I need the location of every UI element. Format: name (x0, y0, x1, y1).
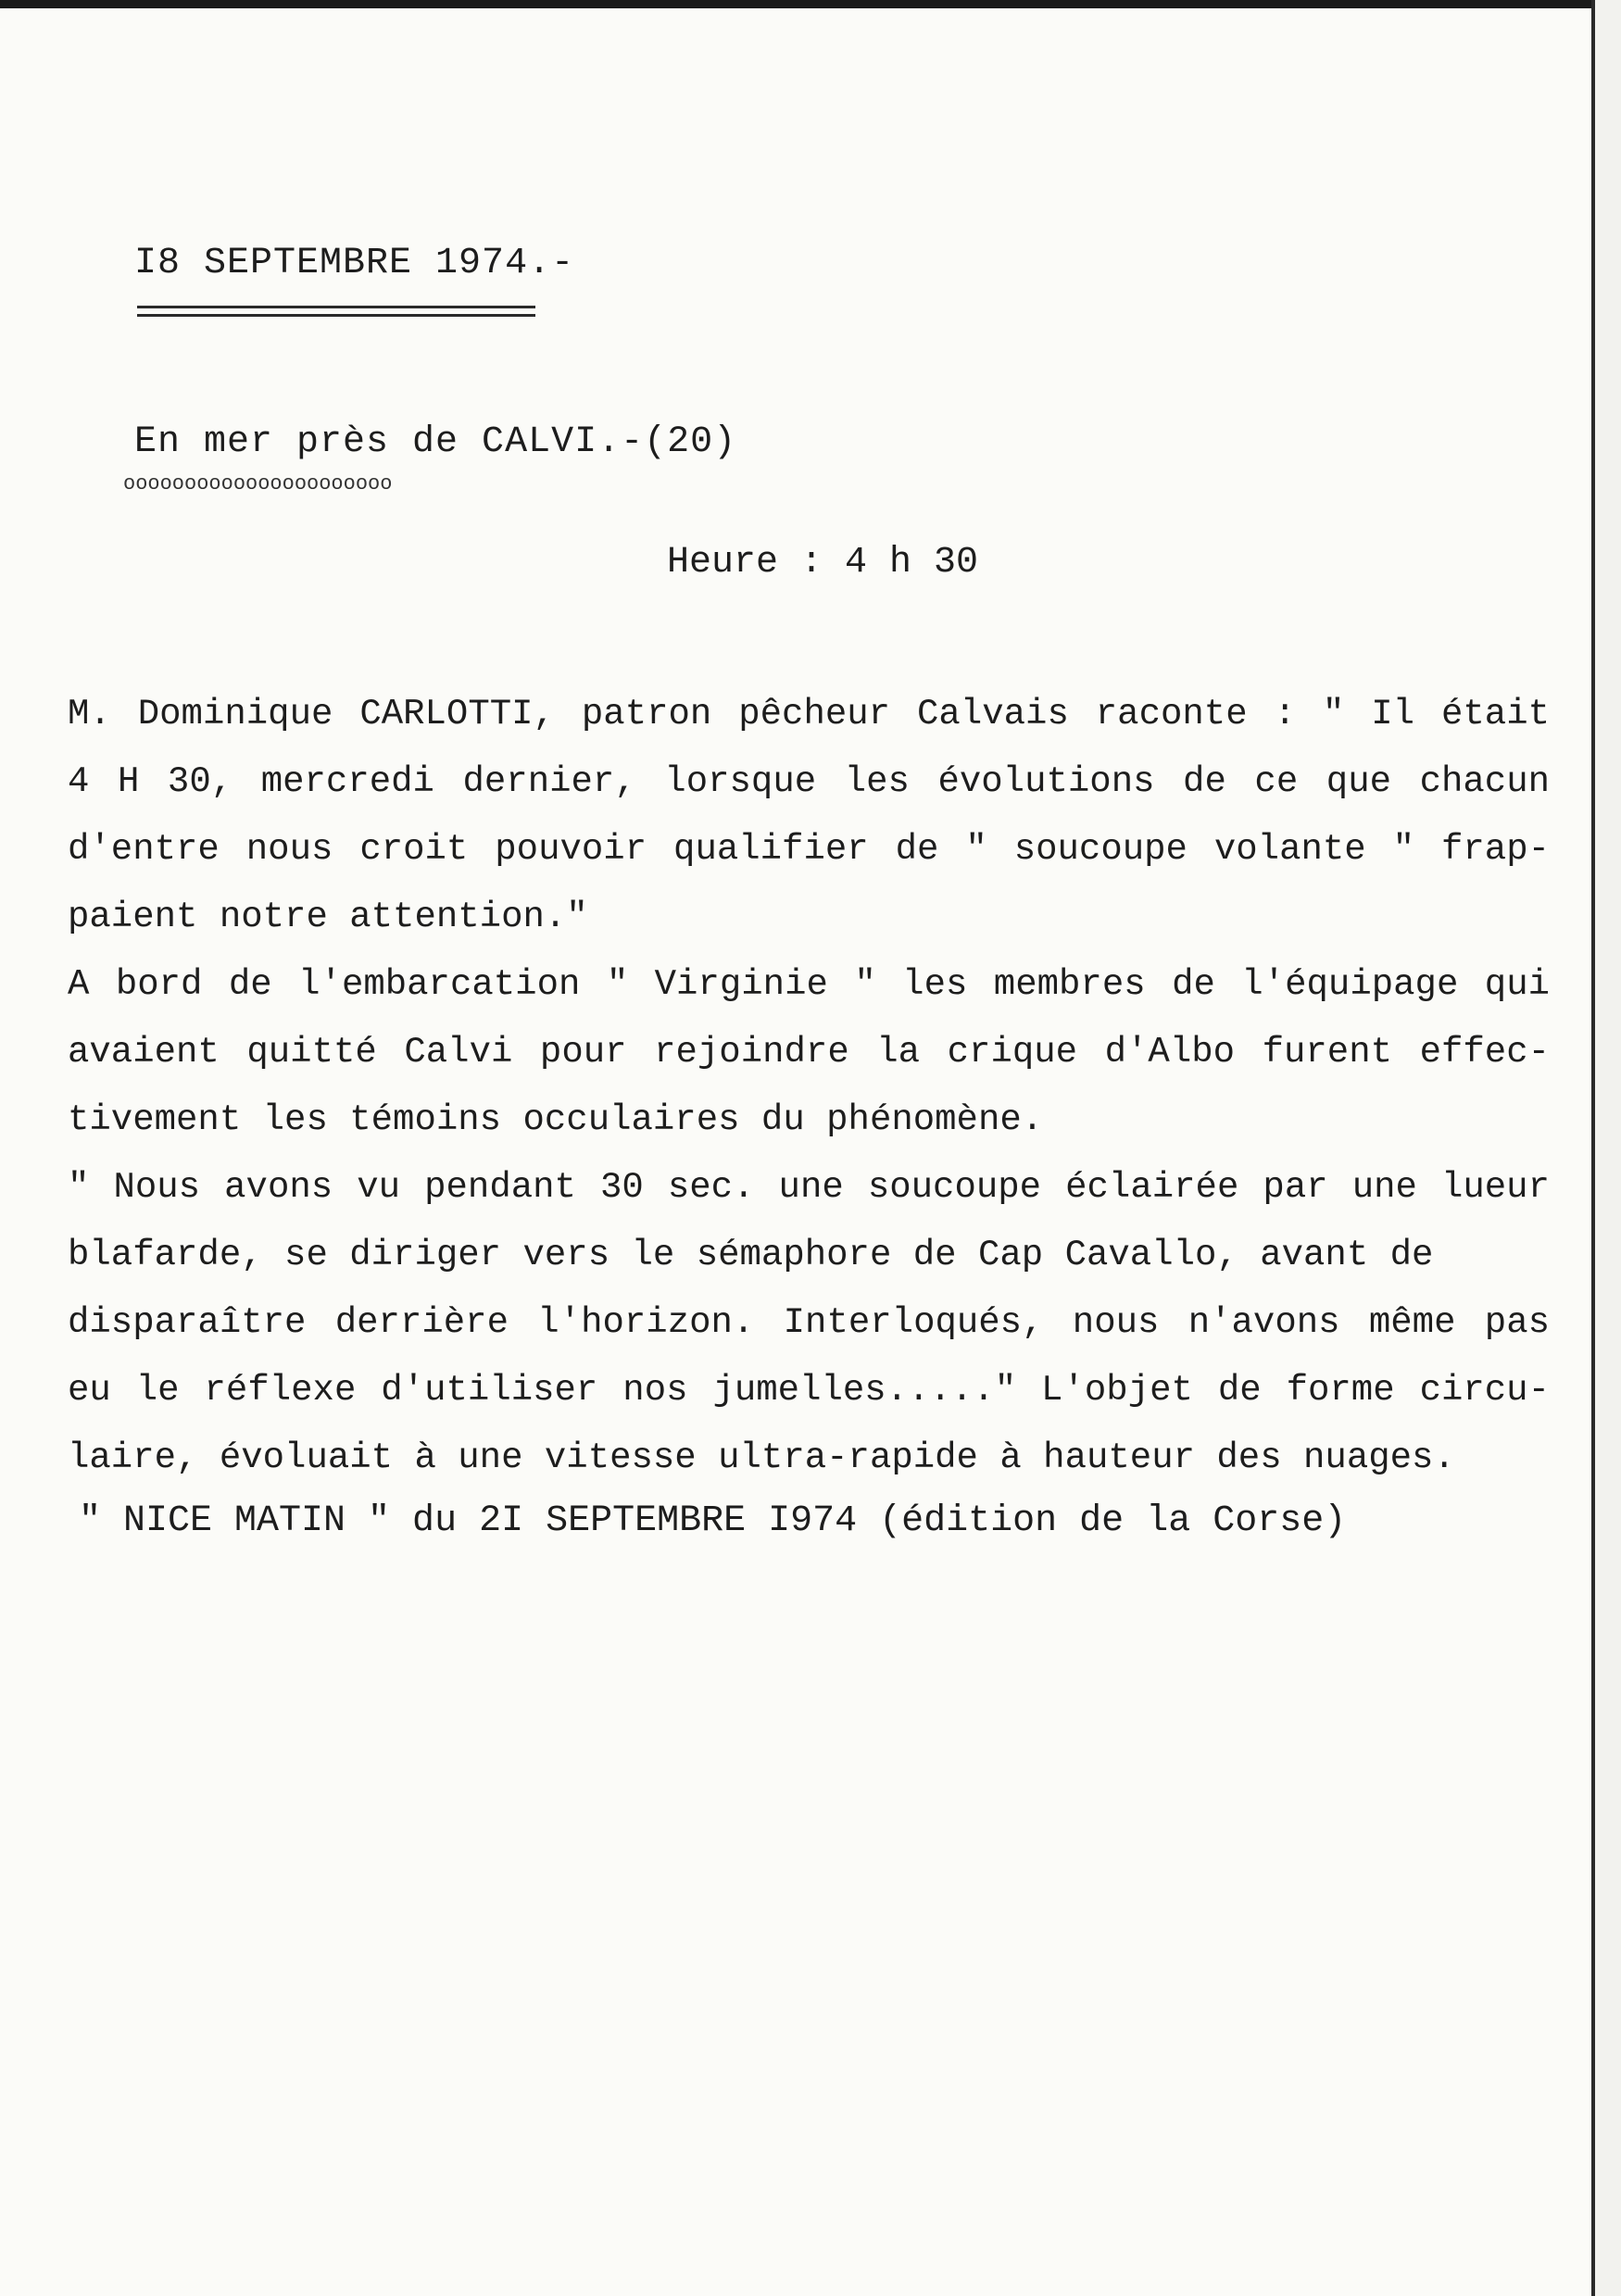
body-line: tivement les témoins occulaires du phénomène. (68, 1099, 1044, 1140)
location-heading: En mer près de CALVI.-(20) (134, 421, 737, 463)
body-line: " Nous avons vu pendant 30 sec. une soucoupe éclairée par une lueur (68, 1167, 1550, 1208)
body-line: avaient quitté Calvi pour rejoindre la crique d'Albo furent effec- (68, 1032, 1550, 1073)
page-top-edge (0, 0, 1595, 8)
body-line: eu le réflexe d'utiliser nos jumelles....." L'objet de forme circu- (68, 1370, 1550, 1411)
body-line: A bord de l'embarcation " Virginie " les membres de l'équipage qui (68, 964, 1550, 1005)
body-line: disparaître derrière l'horizon. Interloqués, nous n'avons même pas (68, 1302, 1550, 1343)
report-body (68, 681, 1550, 1492)
location-underline: oooooooooooooooooooooo (123, 472, 393, 496)
body-line: 4 H 30, mercredi dernier, lorsque les évolutions de ce que chacun (68, 761, 1550, 802)
source-citation: " NICE MATIN " du 2I SEPTEMBRE I974 (édition de la Corse) (79, 1500, 1347, 1542)
body-line: laire, évoluait à une vitesse ultra-rapide à hauteur des nuages. (68, 1437, 1455, 1478)
time-line: Heure : 4 h 30 (667, 542, 979, 583)
page-right-margin (1595, 0, 1621, 2296)
body-line: M. Dominique CARLOTTI, patron pêcheur Calvais raconte : " Il était (68, 694, 1550, 734)
date-heading: I8 SEPTEMBRE 1974.- (134, 243, 575, 284)
body-line: blafarde, se diriger vers le sémaphore de Cap Cavallo, avant de (68, 1235, 1434, 1275)
date-underline (137, 306, 535, 308)
body-line: paient notre attention." (68, 897, 588, 937)
date-underline-second (137, 314, 535, 317)
body-line: d'entre nous croit pouvoir qualifier de " soucoupe volante " frap- (68, 829, 1550, 870)
